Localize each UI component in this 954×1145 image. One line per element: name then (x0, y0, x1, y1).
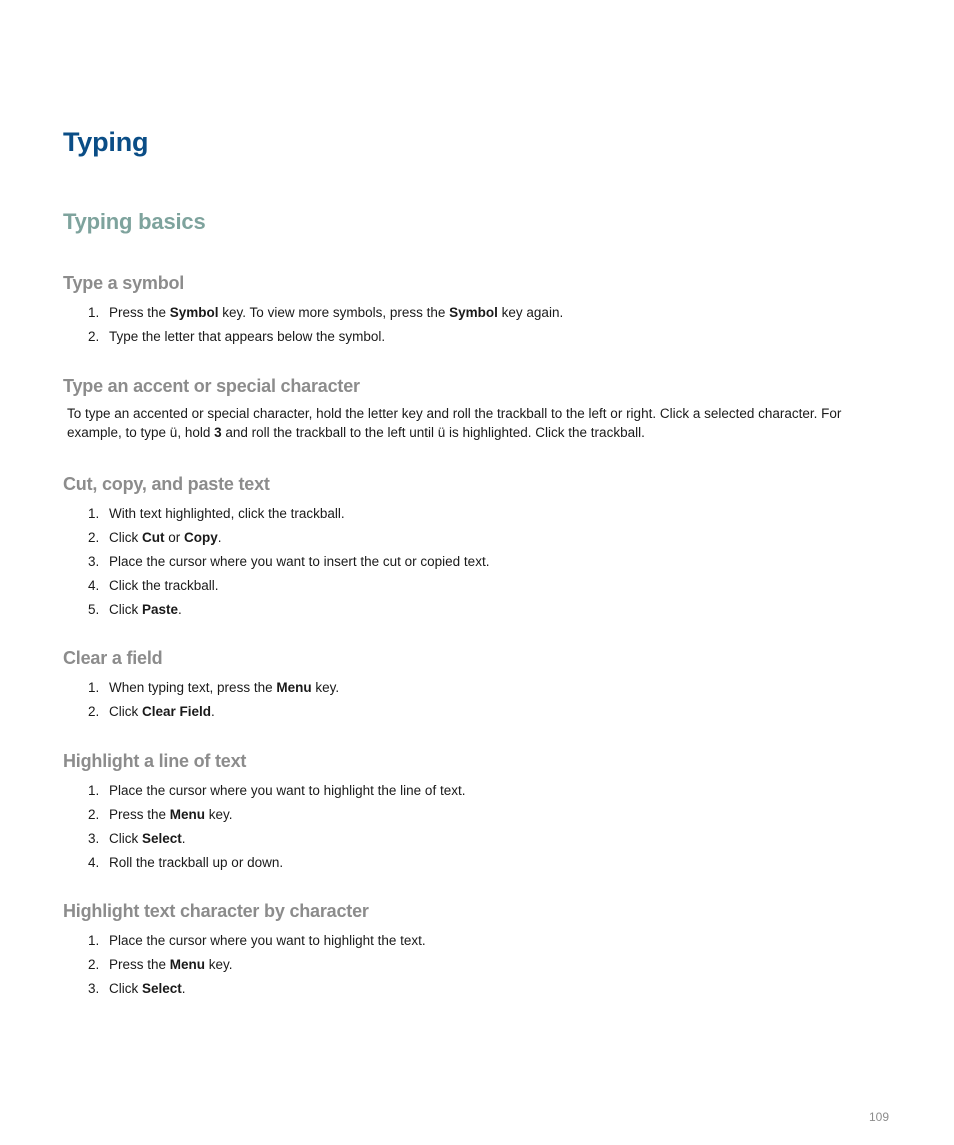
list-item: 1. Press the Symbol key. To view more symbols, press the Symbol key again. (88, 305, 564, 320)
steps-list (63, 301, 894, 349)
steps-list (63, 502, 894, 622)
list-item: 1. With text highlighted, click the trackball. (88, 506, 345, 521)
steps-list (63, 779, 894, 875)
list-item: 1. Place the cursor where you want to highlight the line of text. (88, 783, 466, 798)
list-item: 2. Click Cut or Copy. (88, 530, 222, 545)
topic-clear-field (63, 646, 894, 724)
paragraph: To type an accented or special character, hold the letter key and roll the trackball to the left or right. Click a selected character. For example, to type ü, hold 3 and roll the trackball to the left until ü is highlighted. Click the trackball. (67, 406, 842, 440)
topic-title: Highlight text character by character (63, 901, 369, 921)
list-item: 3. Click Select. (88, 981, 186, 996)
list-item: 1. Place the cursor where you want to highlight the text. (88, 933, 426, 948)
list-item: 4. Roll the trackball up or down. (88, 855, 284, 870)
topic-title: Type an accent or special character (63, 376, 360, 396)
list-item: 4. Click the trackball. (88, 578, 219, 593)
list-item: 3. Place the cursor where you want to insert the cut or copied text. (88, 554, 490, 569)
list-item: 5. Click Paste. (88, 602, 182, 617)
topic-title: Type a symbol (63, 273, 185, 293)
list-item: 3. Click Select. (88, 831, 186, 846)
topic-accent (63, 374, 894, 442)
list-item: 2. Press the Menu key. (88, 957, 233, 972)
topic-cut-copy-paste (63, 472, 894, 622)
list-item: 1. When typing text, press the Menu key. (88, 680, 340, 695)
topic-highlight-line (63, 749, 894, 875)
steps-list (63, 929, 894, 1001)
list-item: 2. Type the letter that appears below the symbol. (88, 329, 386, 344)
topic-highlight-character (63, 899, 894, 1001)
topic-title: Clear a field (63, 648, 163, 668)
topic-title: Cut, copy, and paste text (63, 474, 270, 494)
steps-list (63, 676, 894, 724)
page-number: 109 (868, 1110, 889, 1124)
list-item: 2. Press the Menu key. (88, 807, 233, 822)
list-item: 2. Click Clear Field. (88, 704, 215, 719)
page-title: Typing (63, 127, 149, 157)
topic-type-symbol (63, 271, 894, 349)
topic-title: Highlight a line of text (63, 751, 247, 771)
section-title: Typing basics (63, 209, 206, 234)
